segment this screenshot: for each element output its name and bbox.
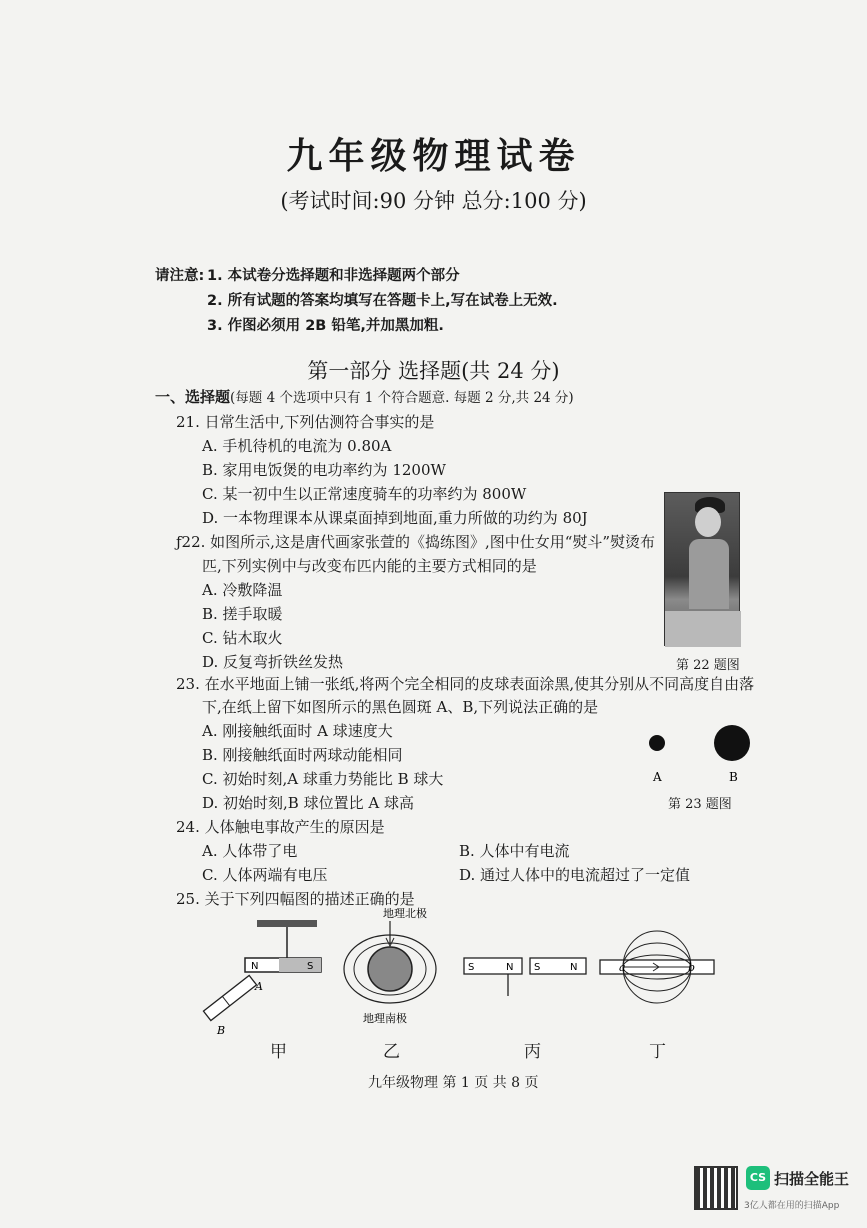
section-note: (每题 4 个选项中只有 1 个符合题意. 每题 2 分,共 24 分) — [230, 390, 574, 406]
spot-b-label: B — [729, 770, 738, 784]
spot-b — [714, 725, 750, 761]
spot-a — [649, 735, 665, 751]
q24-stem: 24. 人体触电事故产生的原因是 — [176, 818, 385, 836]
q22-option-b: B. 搓手取暖 — [202, 605, 283, 623]
section-heading — [155, 386, 574, 407]
q21-option-a: A. 手机待机的电流为 0.80A — [202, 437, 392, 455]
earth-globe — [368, 947, 412, 991]
q23-figure-caption: 第 23 题图 — [668, 797, 732, 812]
pole-a-label: a — [619, 961, 626, 974]
exam-title: 九年级物理试卷 — [286, 135, 581, 177]
q24-option-a: A. 人体带了电 — [202, 842, 298, 860]
q25-figure-jia — [195, 918, 335, 1038]
geo-south-label: 地理南极 — [363, 1012, 407, 1025]
scanner-tagline: 3亿人都在用的扫描App — [744, 1201, 840, 1211]
q23-spots-figure — [640, 718, 760, 788]
q25-stem: 25. 关于下列四幅图的描述正确的是 — [176, 890, 415, 908]
m1-s-label: S — [468, 962, 475, 973]
iron-rod — [203, 975, 256, 1020]
q24-option-b: B. 人体中有电流 — [459, 842, 570, 860]
rod-b-label: B — [217, 1024, 226, 1037]
q23-option-a: A. 刚接触纸面时 A 球速度大 — [202, 722, 393, 740]
m2-s-label: S — [534, 962, 541, 973]
q22-option-a: A. 冷敷降温 — [202, 581, 283, 599]
m2-n-label: N — [570, 962, 578, 973]
scanner-app-name: 扫描全能王 — [774, 1170, 850, 1188]
q22-stem-cont: 匹,下列实例中与改变布匹内能的主要方式相同的是 — [202, 557, 537, 575]
q22-option-c: C. 钻木取火 — [202, 629, 283, 647]
q23-option-c: C. 初始时刻,A 球重力势能比 B 球大 — [202, 770, 444, 788]
pole-b-label: b — [688, 961, 696, 974]
notice-item: 2. 所有试题的答案均填写在答题卡上,写在试卷上无效. — [207, 293, 558, 309]
m1-n-label: N — [506, 962, 514, 973]
q22-option-d: D. 反复弯折铁丝发热 — [202, 653, 344, 671]
q21-stem: 21. 日常生活中,下列估测符合事实的是 — [176, 413, 435, 431]
q25-figure-ding — [598, 928, 718, 1008]
fig-label-ding: 丁 — [649, 1042, 666, 1062]
q23-option-b: B. 刚接触纸面时两球动能相同 — [202, 746, 403, 764]
magnet-s-label: S — [307, 961, 314, 972]
section-label: 一、选择题 — [155, 388, 231, 406]
q21-option-d: D. 一本物理课本从课桌面掉到地面,重力所做的功约为 80J — [202, 509, 588, 527]
page-footer: 九年级物理 第 1 页 共 8 页 — [368, 1075, 539, 1091]
scanner-logo-icon: CS — [746, 1166, 770, 1190]
fig-label-bing: 丙 — [524, 1042, 541, 1062]
spot-a-label: A — [653, 770, 662, 784]
geo-north-label: 地理北极 — [383, 907, 427, 920]
qr-code-icon — [694, 1166, 738, 1210]
rod-a-label: A — [255, 980, 263, 993]
notice-item: 3. 作图必须用 2B 铅笔,并加黑加粗. — [207, 318, 444, 334]
exam-subtitle: (考试时间:90 分钟 总分:100 分) — [280, 189, 587, 213]
q22-painting-image — [664, 492, 740, 646]
fig-label-jia: 甲 — [270, 1042, 287, 1062]
notice-label: 请注意: — [155, 268, 205, 284]
fig-label-yi: 乙 — [383, 1042, 400, 1062]
q23-stem: 23. 在水平地面上铺一张纸,将两个完全相同的皮球表面涂黑,使其分别从不同高度自由落 — [176, 675, 755, 693]
q22-figure-caption: 第 22 题图 — [676, 658, 740, 673]
q23-option-d: D. 初始时刻,B 球位置比 A 球高 — [202, 794, 414, 812]
q24-option-d: D. 通过人体中的电流超过了一定值 — [459, 866, 691, 884]
q22-stem: ƒ22. 如图所示,这是唐代画家张萱的《捣练图》,图中仕女用“熨斗”熨烫布 — [176, 533, 656, 551]
q21-option-c: C. 某一初中生以正常速度骑车的功率约为 800W — [202, 485, 527, 503]
part-title: 第一部分 选择题(共 24 分) — [307, 359, 560, 383]
magnet-n-label: N — [251, 961, 259, 972]
q21-option-b: B. 家用电饭煲的电功率约为 1200W — [202, 461, 446, 479]
q23-stem-cont: 下,在纸上留下如图所示的黑色圆斑 A、B,下列说法正确的是 — [202, 698, 599, 716]
q25-figure-bing — [462, 952, 592, 1002]
q24-option-c: C. 人体两端有电压 — [202, 866, 328, 884]
q25-figure-yi — [335, 904, 450, 1029]
notice-item: 1. 本试卷分选择题和非选择题两个部分 — [207, 268, 460, 284]
